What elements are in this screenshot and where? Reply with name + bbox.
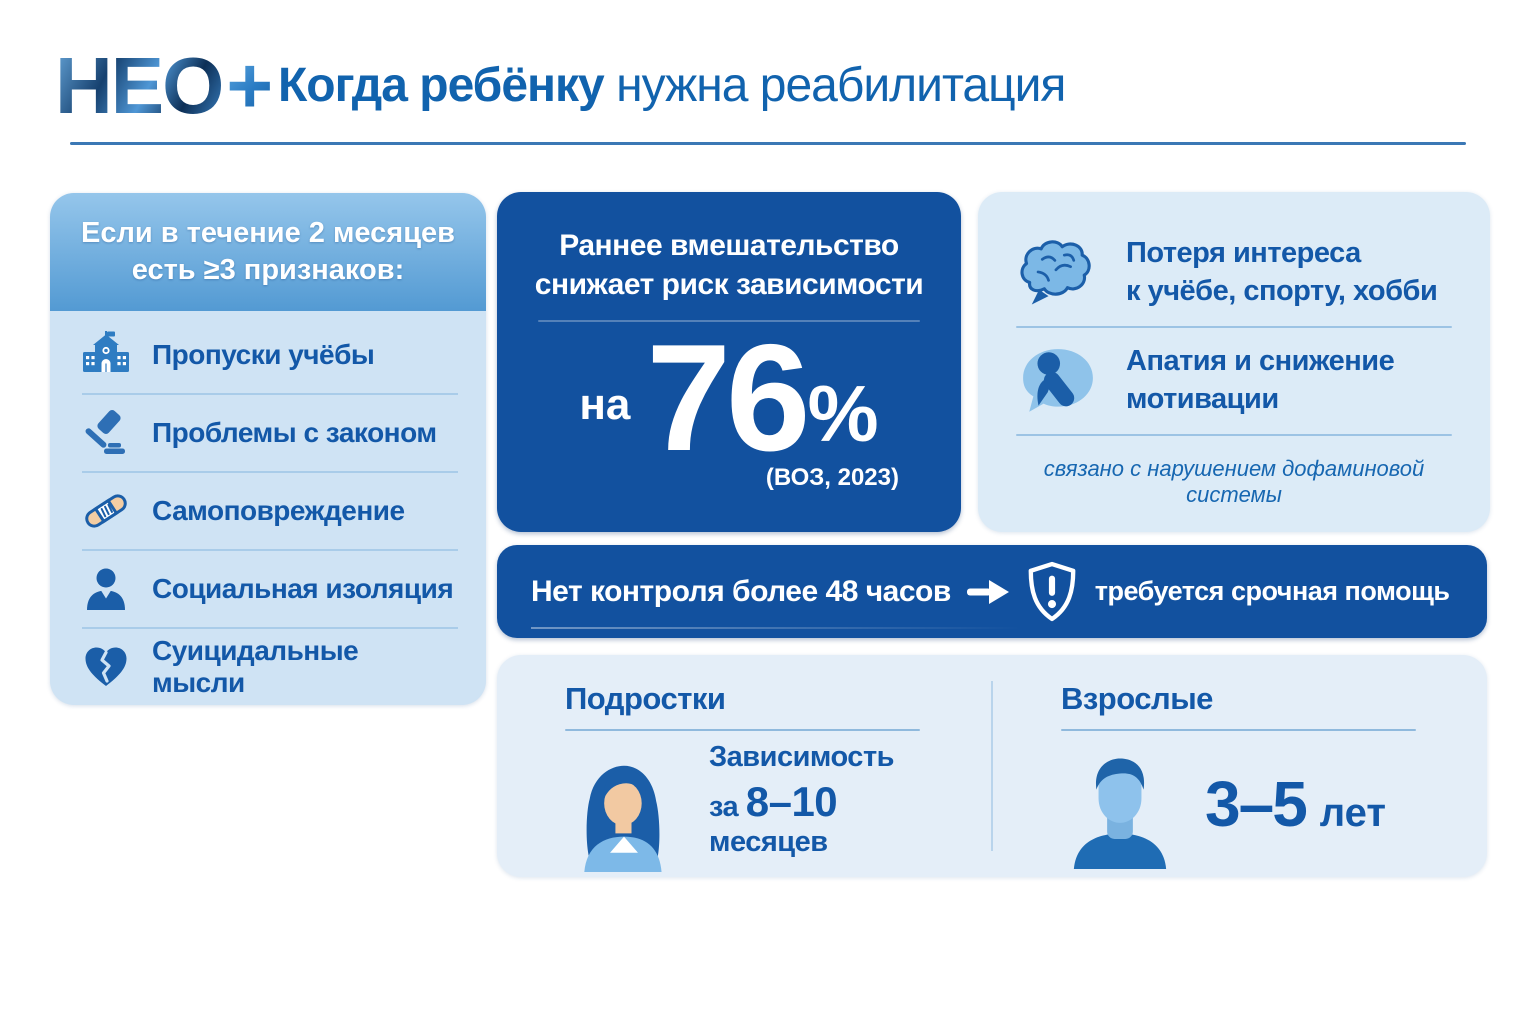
teens-suffix: месяцев — [709, 826, 828, 858]
shield-exclamation-icon — [1025, 561, 1079, 623]
signs-heading-line2: есть ≥3 признаков: — [131, 254, 405, 286]
adults-text — [1205, 767, 1386, 841]
arrow-right-icon — [967, 578, 1009, 606]
list-item — [82, 317, 458, 395]
sign-label: Самоповреждение — [152, 495, 405, 526]
list-item — [1016, 328, 1452, 434]
teens-content — [565, 741, 951, 859]
stat-text — [507, 226, 951, 304]
adults-suffix: лет — [1319, 791, 1386, 835]
adult-avatar — [1061, 741, 1179, 869]
logo-plus-glyph: + — [226, 41, 272, 130]
teens-prefix: за — [709, 791, 739, 823]
signs-panel-heading — [50, 193, 486, 311]
list-item — [82, 395, 458, 473]
adults-heading: Взрослые — [1061, 681, 1213, 716]
adults-content — [1061, 741, 1447, 853]
symptom-line1: Апатия и снижение — [1126, 345, 1395, 378]
early-intervention-stat-panel — [497, 192, 961, 532]
bandage-icon — [82, 487, 130, 535]
page-title — [278, 58, 1065, 113]
broken-heart-icon — [82, 643, 130, 691]
signs-panel — [50, 193, 486, 705]
sign-label: Суицидальные мысли — [152, 635, 359, 698]
symptom-label — [1126, 235, 1437, 310]
symptom-line2: к учёбе, спорту, хобби — [1126, 275, 1438, 307]
brain-icon — [1016, 238, 1100, 308]
title-rest: нужна реабилитация — [616, 59, 1066, 112]
sign-label: Пропуски учёбы — [152, 339, 375, 370]
signs-list — [50, 311, 486, 705]
gavel-icon — [82, 409, 130, 457]
sign-label: Социальная изоляция — [152, 573, 454, 604]
adults-underline — [1061, 729, 1416, 731]
sign-label: Проблемы с законом — [152, 417, 437, 448]
school-icon — [82, 331, 130, 379]
stat-prefix: на — [579, 380, 631, 429]
stat-unit: % — [807, 369, 879, 458]
teens-underline — [565, 729, 920, 731]
symptom-line2: мотивации — [1126, 383, 1279, 415]
stat-line2: снижает риск зависимости — [534, 268, 924, 301]
teens-column — [497, 655, 991, 877]
logo-text: НЕО — [55, 41, 223, 130]
adults-column — [993, 655, 1487, 877]
title-emphasis: Когда ребёнку — [278, 59, 604, 112]
stat-line1: Раннее вмешательство — [559, 229, 899, 262]
apathy-icon — [1016, 347, 1100, 415]
teens-heading: Подростки — [565, 681, 726, 716]
person-icon — [82, 565, 130, 613]
teens-text — [709, 741, 951, 859]
list-item — [82, 551, 458, 629]
adults-value: 3–5 — [1205, 768, 1306, 840]
symptoms-divider — [1016, 434, 1452, 436]
timeline-panel — [497, 655, 1487, 877]
stat-value: 76 — [646, 313, 806, 483]
signs-heading-line1: Если в течение 2 месяцев — [81, 216, 455, 249]
teens-line1: Зависимость — [709, 741, 894, 773]
teens-line2 — [709, 778, 951, 859]
symptom-line1: Потеря интереса — [1126, 237, 1361, 270]
symptoms-panel — [978, 192, 1490, 532]
teens-value: 8–10 — [745, 778, 838, 825]
symptoms-footnote: связано с нарушением дофаминовой системы — [1043, 456, 1425, 507]
list-item — [82, 629, 458, 705]
banner-action: требуется срочная помощь — [1094, 576, 1450, 606]
banner-message: Нет контроля более 48 часов — [531, 574, 951, 608]
symptom-label — [1126, 343, 1394, 418]
list-item — [82, 473, 458, 551]
neo-plus-logo — [55, 41, 272, 130]
header-divider — [70, 142, 1466, 145]
list-item — [1016, 220, 1452, 326]
urgent-help-banner — [497, 545, 1487, 638]
teen-avatar — [565, 744, 683, 872]
stat-source: (ВОЗ, 2023) — [765, 464, 899, 491]
